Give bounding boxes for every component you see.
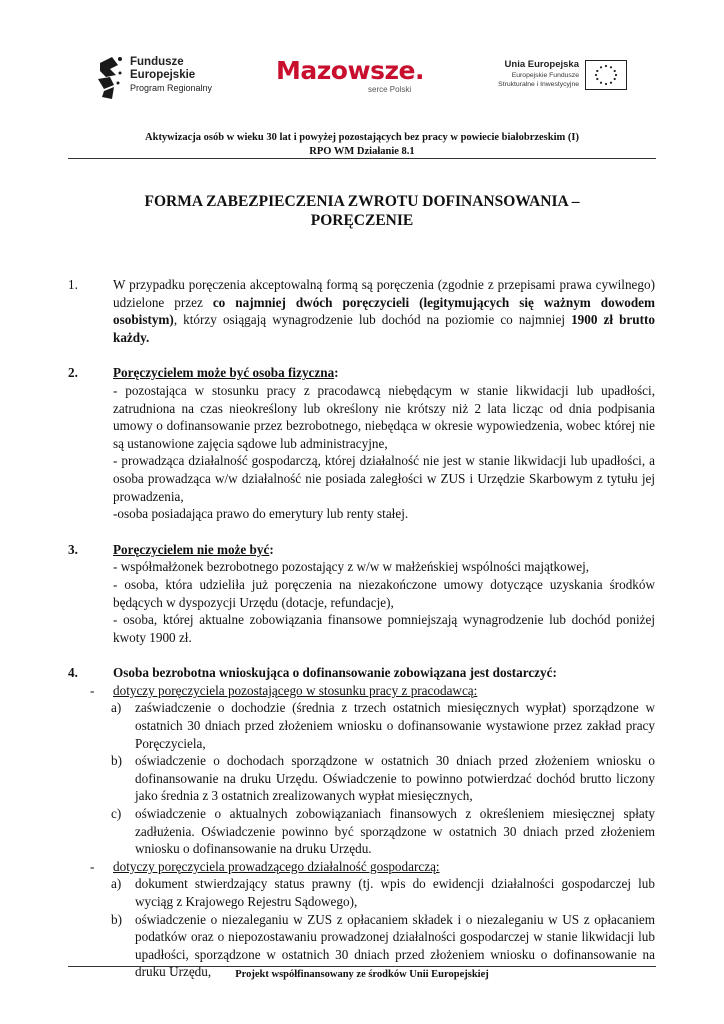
section-3-line: - współmałżonek bezrobotnego pozostający z w/w w małżeńskiej wspólności majątkowej,: [113, 559, 590, 575]
section-3-line: - osoba, która udzieliła już poręczenia na niezakończone umowy dotyczące uzyskania środków będących w dyspozycji Urzędu (dotacje, refundacje),: [113, 576, 655, 610]
section-2: [68, 364, 655, 522]
section-number: 4.: [68, 665, 78, 681]
mazowsze-word: Mazowsze.: [276, 56, 424, 85]
group-business-label: dotyczy poręczyciela prowadzącego działalność gospodarczą:: [113, 858, 440, 874]
section-3-heading: Poręczycielem nie może być: [113, 541, 270, 557]
item-text: oświadczenie o dochodach sporządzone w ostatnich 30 dniach przed złożeniem wniosku o dofinansowanie na druku Urzędu. Oświadczenie to powinno potwierdzać dochód brutto liczony jako średnia z 3 ostatnich zrealizowanych wypłat miesięcznych,: [135, 753, 655, 804]
ue-line3: Strukturalne i Inwestycyjne: [498, 81, 579, 88]
item-letter: b): [111, 911, 122, 927]
item-text: oświadczenie o aktualnych zobowiązaniach finansowych z określeniem miesięcznej spłaty zadłużenia. Oświadczenie powinno być sporządzone w ostatnich 30 dniach przed złożeniem wniosku o dofinansowanie na druku Urzędu.: [135, 806, 655, 857]
title-line2: PORĘCZENIE: [310, 212, 414, 229]
item-letter: b): [111, 753, 122, 769]
footer-divider: [68, 966, 656, 967]
section-1-amount: 1900 zł brutto każdy.: [113, 312, 655, 345]
fe-line2: Europejskie: [130, 69, 196, 81]
title-line1: FORMA ZABEZPIECZENIA ZWROTU DOFINANSOWANIA –: [144, 193, 580, 210]
section-1-text-b: , którzy osiągają wynagrodzenie lub dochód na poziomie co najmniej: [173, 312, 572, 328]
fe-line3: Program Regionalny: [130, 83, 213, 93]
section-1-text-bold: co najmniej dwóch poręczycieli (legitymujących się ważnym dowodem osobistym): [113, 294, 655, 328]
item-text: oświadczenie o niezaleganiu w ZUS z opłacaniem składek i o niezaleganiu w US z opłacaniem podatków oraz o niepozostawaniu prowadzonej działalności gospodarczej w stanie likwidacji lub upadłości, sporządzone w ostatnich 30 dniach przed złożeniem wniosku o dofinansowanie na druku Urzędu,: [135, 911, 655, 980]
group-business: [90, 858, 655, 876]
section-number: 1.: [68, 277, 78, 292]
group-dash: -: [90, 858, 95, 874]
section-4-heading: Osoba bezrobotna wnioskująca o dofinansowanie zobowiązana jest dostarczyć:: [113, 665, 557, 681]
group-dash: -: [90, 682, 95, 698]
mazowsze-logo: [276, 56, 436, 96]
footer-note: Projekt współfinansowany ze środków Unii Europejskiej: [235, 969, 489, 980]
page-title: [60, 192, 664, 230]
ue-line1: Unia Europejska: [504, 59, 579, 70]
document-body: [0, 276, 724, 981]
section-2-line: - pozostająca w stosunku pracy z pracodawcą niebędącym w stanie likwidacji lub upadłości, zatrudniona na czas nieokreślony lub określony nie krótszy niż 2 lata licząc od dnia podpisania umowy o dofinansowanie przez bezrobotnego, niebędąca w okresie wypowiedzenia, wobec której nie są ustanowione zajęcia sądowe lub administracyjne,: [113, 382, 655, 451]
project-header-line2: RPO WM Działanie 8.1: [309, 146, 415, 157]
section-4: [68, 664, 655, 682]
section-3: [68, 541, 655, 647]
list-item: [111, 752, 655, 805]
group-employed-label: dotyczy poręczyciela pozostającego w stosunku pracy z pracodawcą:: [113, 682, 478, 698]
item-letter: a): [111, 876, 122, 892]
section-number: 3.: [68, 541, 78, 557]
item-letter: c): [111, 806, 122, 822]
section-1: [68, 276, 655, 346]
section-2-colon: :: [334, 365, 339, 381]
fe-star-icon: [96, 55, 124, 99]
section-2-line: -osoba posiadająca prawo do emerytury lub renty stałej.: [113, 506, 409, 522]
unia-europejska-logo: [482, 58, 627, 98]
section-2-line: - prowadząca działalność gospodarczą, której działalność nie jest w stanie likwidacji lub upadłości, a osoba prowadząca w/w działalność nie posiada zaległości w ZUS i Urzędzie Skarbowym z tytułu jej prowadzenia,: [113, 453, 655, 504]
item-text: dokument stwierdzający status prawny (tj. wpis do ewidencji działalności gospodarczej lub wyciąg z Krajowego Rejestru Sądowego),: [135, 876, 655, 909]
list-item: [111, 805, 655, 858]
eu-flag-icon: [585, 60, 627, 90]
item-text: zaświadczenie o dochodzie (średnia z trzech ostatnich miesięcznych wypłat) sporządzone w ostatnich 30 dniach przed złożeniem wniosku o dofinansowanie wystawione przez zakład pracy Poręczyciela,: [135, 700, 655, 751]
group-employed: [90, 682, 655, 700]
fundusze-europejskie-logo: [96, 55, 226, 101]
section-2-heading: Poręczycielem może być osoba fizyczna: [113, 365, 335, 381]
project-header-line1: Aktywizacja osób w wieku 30 lat i powyżej pozostających bez pracy w powiecie białobrzeskim (I): [145, 132, 579, 143]
section-1-text-a: W przypadku poręczenia akceptowalną formą są poręczenia (zgodnie z przepisami prawa cywilnego) udzielone przez: [113, 277, 655, 310]
fe-line1: Fundusze: [130, 56, 184, 68]
list-item: [111, 699, 655, 752]
section-3-colon: :: [269, 541, 274, 557]
mazowsze-sub: serce Polski: [368, 85, 412, 94]
item-letter: a): [111, 700, 122, 716]
header-divider: [68, 158, 656, 159]
list-item: [111, 875, 655, 910]
section-number: 2.: [68, 365, 78, 381]
ue-line2: Europejskie Fundusze: [511, 72, 579, 79]
section-3-line: - osoba, której aktualne zobowiązania finansowe pomniejszają wynagrodzenie lub dochód poniżej kwoty 1900 zł.: [113, 612, 655, 645]
